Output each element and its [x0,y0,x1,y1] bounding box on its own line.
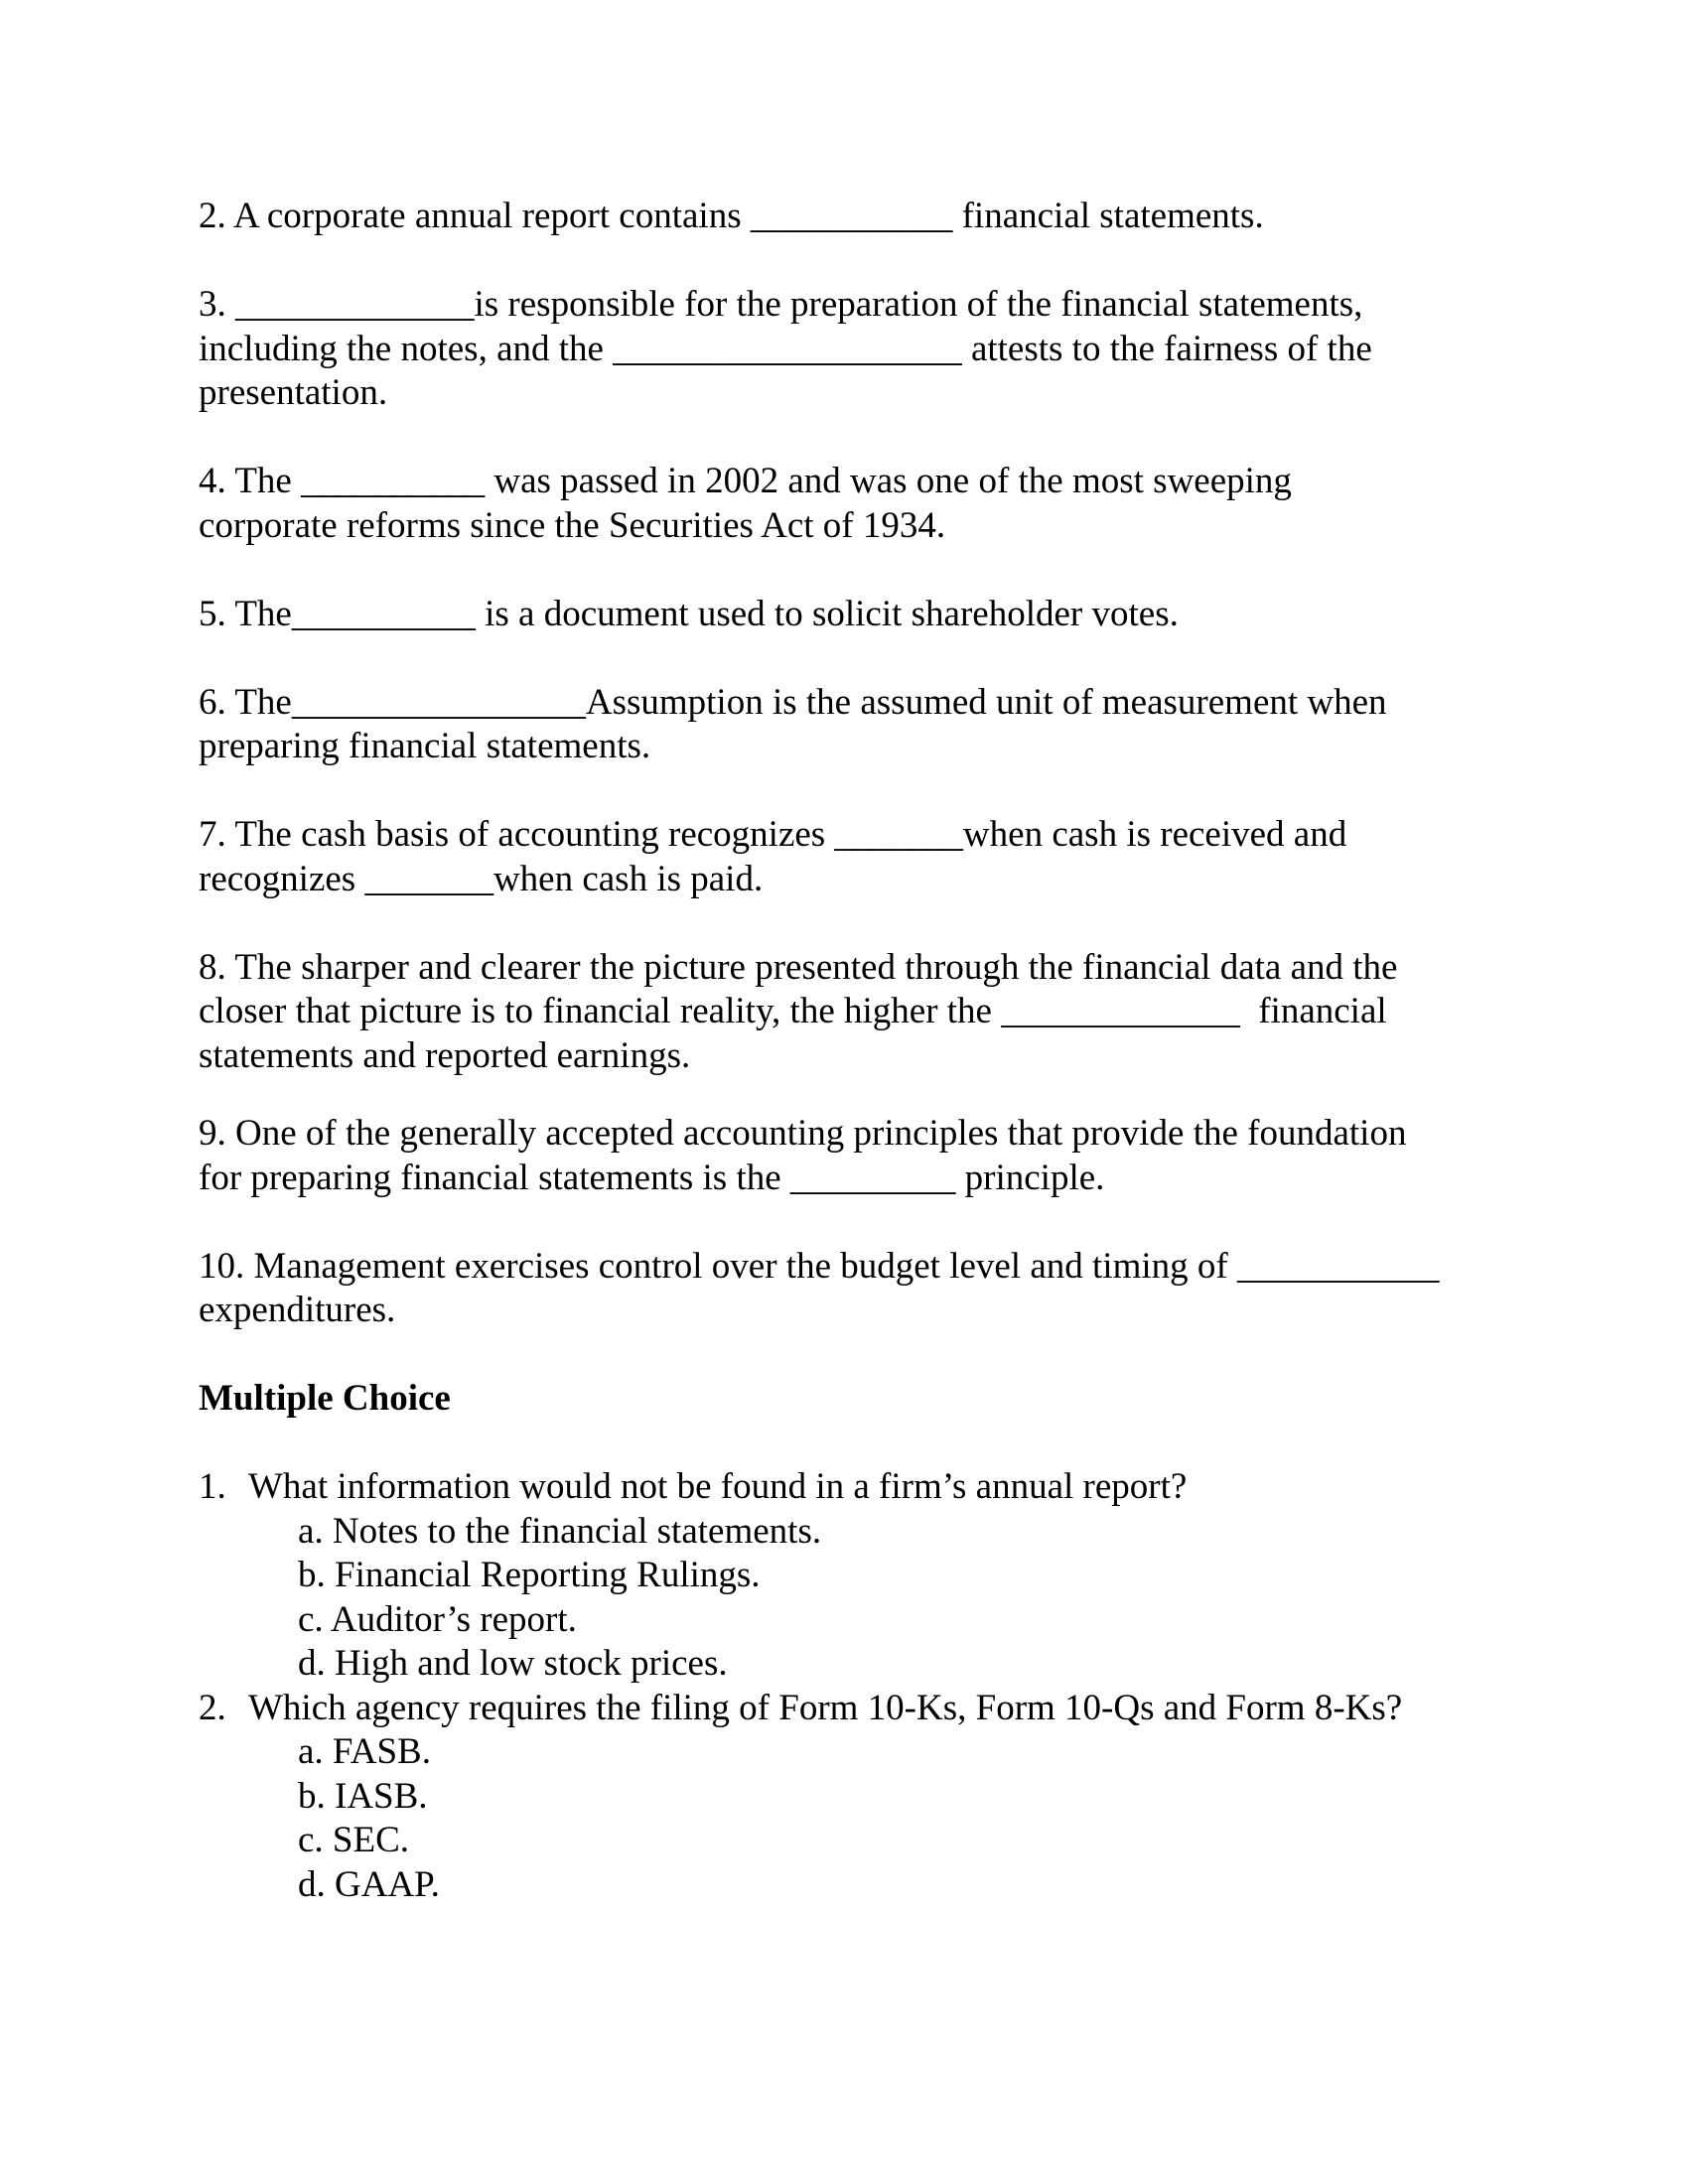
fill-in-question-9 [199,1112,1509,1200]
question-text: 5. The__________ is a document used to solicit shareholder votes. [199,593,1179,634]
fill-in-question-3 [199,283,1509,416]
mc-question-2 [199,1687,1509,1908]
answer-option: b. Financial Reporting Rulings. [298,1555,761,1595]
question-stem: What information would not be found in a firm’s annual report? [248,1466,1188,1507]
question-number: 1. [199,1466,226,1507]
question-text: 10. Management exercises control over the budget level and timing of ___________ [199,1245,1440,1287]
question-text: 2. A corporate annual report contains ___________ financial statements. [199,196,1264,236]
answer-option: b. IASB. [298,1775,428,1817]
document-page [199,195,1509,1907]
fill-in-question-8 [199,946,1509,1079]
question-text: 7. The cash basis of accounting recognizes _______when cash is received and [199,814,1347,855]
question-text: 4. The __________ was passed in 2002 and was one of the most sweeping [199,461,1292,501]
question-text: 6. The________________Assumption is the assumed unit of measurement when [199,681,1387,723]
question-text: 8. The sharper and clearer the picture presented through the financial data and the [199,946,1398,988]
question-text: corporate reforms since the Securities Act of 1934. [199,504,946,546]
question-text: closer that picture is to financial reality, the higher the _____________ financial [199,991,1387,1031]
question-text: 9. One of the generally accepted accounting principles that provide the foundation [199,1113,1407,1154]
fill-in-question-6 [199,681,1509,769]
answer-option: c. Auditor’s report. [298,1598,577,1640]
question-text: 3. _____________is responsible for the preparation of the financial statements, [199,284,1363,325]
answer-option: a. FASB. [298,1731,431,1772]
question-text: statements and reported earnings. [199,1034,691,1076]
question-text: expenditures. [199,1290,396,1330]
fill-in-question-2 [199,195,1509,239]
section-heading: Multiple Choice [199,1378,451,1419]
answer-option: a. Notes to the financial statements. [298,1510,822,1552]
fill-in-question-10 [199,1245,1509,1333]
question-text: recognizes _______when cash is paid. [199,858,764,899]
fill-in-question-4 [199,460,1509,548]
answer-option: c. SEC. [298,1820,410,1860]
question-text: including the notes, and the ___________________ attests to the fairness of the [199,328,1372,369]
mc-question-1 [199,1465,1509,1687]
answer-option: d. High and low stock prices. [298,1643,728,1684]
question-text: preparing financial statements. [199,726,651,766]
question-text: for preparing financial statements is the _________ principle. [199,1157,1105,1198]
fill-in-question-5 [199,593,1509,637]
question-text: presentation. [199,372,388,413]
question-number: 2. [199,1687,226,1728]
answer-option: d. GAAP. [298,1863,440,1905]
question-stem: Which agency requires the filing of Form 10-Ks, Form 10-Qs and Form 8-Ks? [248,1687,1403,1728]
fill-in-question-7 [199,813,1509,901]
